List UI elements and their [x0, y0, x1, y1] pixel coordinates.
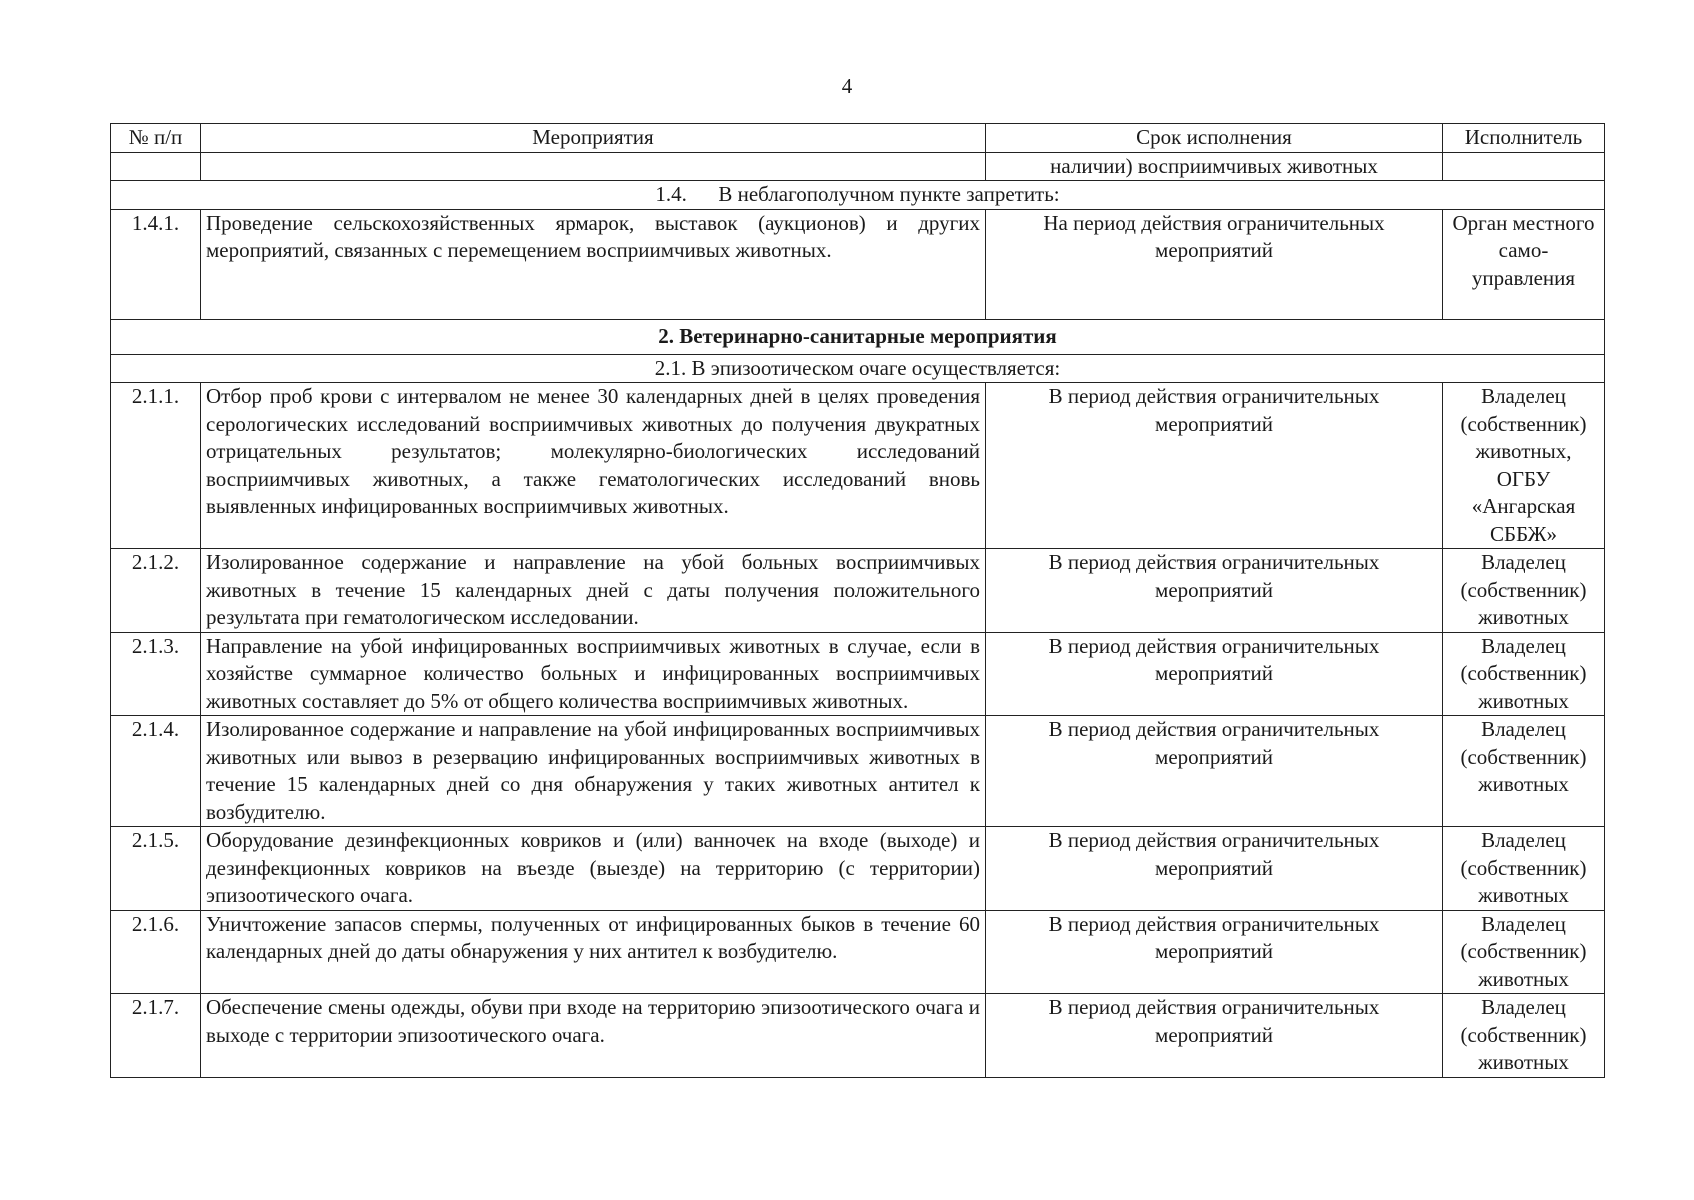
- row-num: 2.1.4.: [111, 716, 201, 827]
- table-row: [111, 994, 1605, 1078]
- row-measure: Оборудование дезинфекционных ковриков и (или) ванночек на входе (выходе) и дезинфекционных ковриков на въезде (выезде) на территорию (с территории) эпизоотического очага.: [201, 827, 986, 911]
- row-executor: Владелец (собственник) животных: [1443, 716, 1605, 827]
- row-num: 2.1.5.: [111, 827, 201, 911]
- row-executor: Владелец (собственник) животных: [1443, 549, 1605, 633]
- carry-over-row: [111, 152, 1605, 181]
- carry-over-term: наличии) восприимчивых животных: [986, 152, 1443, 181]
- header-executor: Исполнитель: [1443, 124, 1605, 153]
- row-term: В период действия ограничительных мероприятий: [986, 994, 1443, 1078]
- section-row-2: [111, 319, 1605, 354]
- row-measure: Обеспечение смены одежды, обуви при входе на территорию эпизоотического очага и выходе с территории эпизоотического очага.: [201, 994, 986, 1078]
- table-header-row: [111, 124, 1605, 153]
- carry-over-num: [111, 152, 201, 181]
- carry-over-executor: [1443, 152, 1605, 181]
- row-num: 1.4.1.: [111, 209, 201, 319]
- section-title-1-4: 1.4. В неблагополучном пункте запретить:: [111, 181, 1605, 210]
- row-num: 2.1.2.: [111, 549, 201, 633]
- row-num: 2.1.1.: [111, 383, 201, 549]
- header-term: Срок исполнения: [986, 124, 1443, 153]
- row-measure: Изолированное содержание и направление на убой больных восприимчивых животных в течение 15 календарных дней с даты получения положительного результата при гематологическом исследовании.: [201, 549, 986, 633]
- measures-table: [110, 123, 1605, 1078]
- table-row: [111, 549, 1605, 633]
- page-number: 4: [841, 74, 853, 98]
- row-executor: Орган местного само-управления: [1443, 209, 1605, 319]
- row-measure: Проведение сельскохозяйственных ярмарок, выставок (аукционов) и других мероприятий, связанных с перемещением восприимчивых животных.: [201, 209, 986, 319]
- row-term: В период действия ограничительных мероприятий: [986, 716, 1443, 827]
- section-row-2-1: [111, 354, 1605, 383]
- row-executor: Владелец (собственник) животных: [1443, 827, 1605, 911]
- table-row: [111, 827, 1605, 911]
- row-term: На период действия ограничительных мероприятий: [986, 209, 1443, 319]
- row-measure: Направление на убой инфицированных восприимчивых животных в случае, если в хозяйстве суммарное количество больных и инфицированных восприимчивых животных составляет до 5% от общего количества восприимчивых животных.: [201, 632, 986, 716]
- row-term: В период действия ограничительных мероприятий: [986, 632, 1443, 716]
- header-num: № п/п: [111, 124, 201, 153]
- table-row: [111, 632, 1605, 716]
- row-term: В период действия ограничительных мероприятий: [986, 383, 1443, 549]
- row-measure: Изолированное содержание и направление на убой инфицированных восприимчивых животных или вывоз в резервацию инфицированных восприимчивых животных в течение 15 календарных дней со дня обнаружения у таких животных антител к возбудителю.: [201, 716, 986, 827]
- table-row: [111, 209, 1605, 319]
- row-term: В период действия ограничительных мероприятий: [986, 827, 1443, 911]
- carry-over-measure: [201, 152, 986, 181]
- section-title-2: 2. Ветеринарно-санитарные мероприятия: [111, 319, 1605, 354]
- row-num: 2.1.3.: [111, 632, 201, 716]
- row-num: 2.1.7.: [111, 994, 201, 1078]
- section-title-2-1: 2.1. В эпизоотическом очаге осуществляется:: [111, 354, 1605, 383]
- row-executor: Владелец (собственник) животных: [1443, 994, 1605, 1078]
- row-measure: Уничтожение запасов спермы, полученных от инфицированных быков в течение 60 календарных дней до даты обнаружения у них антител к возбудителю.: [201, 910, 986, 994]
- table-row: [111, 716, 1605, 827]
- table-row: [111, 383, 1605, 549]
- row-term: В период действия ограничительных мероприятий: [986, 549, 1443, 633]
- row-measure: Отбор проб крови с интервалом не менее 30 календарных дней в целях проведения серологических исследований восприимчивых животных до получения двукратных отрицательных результатов; молекулярно-биологических исследований восприимчивых животных, а также гематологических исследований вновь выявленных инфицированных восприимчивых животных.: [201, 383, 986, 549]
- row-executor: Владелец (собственник) животных: [1443, 910, 1605, 994]
- row-num: 2.1.6.: [111, 910, 201, 994]
- header-measures: Мероприятия: [201, 124, 986, 153]
- table-row: [111, 910, 1605, 994]
- row-term: В период действия ограничительных мероприятий: [986, 910, 1443, 994]
- row-executor: Владелец (собственник) животных: [1443, 632, 1605, 716]
- section-row-1-4: [111, 181, 1605, 210]
- row-executor: Владелец (собственник) животных, ОГБУ «Ангарская СББЖ»: [1443, 383, 1605, 549]
